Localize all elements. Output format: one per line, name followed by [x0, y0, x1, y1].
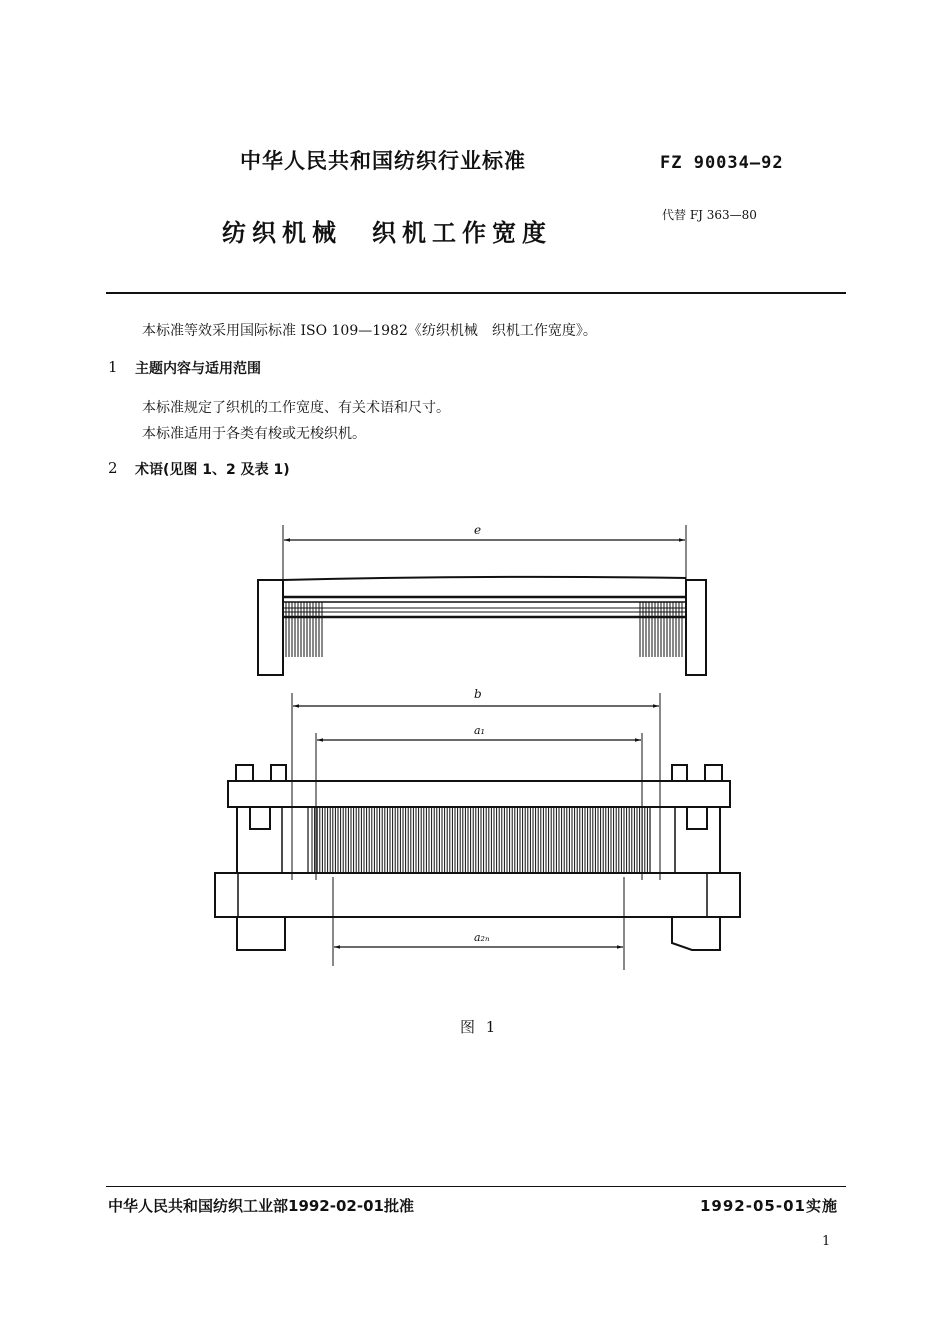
right-foot	[672, 917, 720, 950]
top-view	[258, 525, 706, 675]
section-2-title: 术语(见图 1、2 及表 1)	[135, 462, 290, 478]
warp-threads-left	[286, 602, 322, 657]
upper-right-block-a	[672, 765, 687, 781]
upper-right-block-b	[705, 765, 722, 781]
reed-dents	[312, 808, 647, 872]
effective-date: 1992-05-01实施	[700, 1197, 838, 1215]
left-slot	[250, 807, 270, 829]
upper-left-block-a	[236, 765, 253, 781]
figure-caption: 图 1	[460, 1018, 499, 1036]
intro-paragraph: 本标准等效采用国际标准 ISO 109—1982《纺织机械 织机工作宽度》。	[142, 323, 597, 339]
section-1-number: 1	[108, 358, 118, 376]
footer-divider	[106, 1186, 846, 1187]
right-side-frame	[686, 580, 706, 675]
left-side-frame	[258, 580, 283, 675]
section-1-paragraph-1: 本标准规定了织机的工作宽度、有关术语和尺寸。	[142, 400, 450, 416]
warp-threads-right	[640, 602, 682, 657]
upper-left-block-b	[271, 765, 286, 781]
right-slot	[687, 807, 707, 829]
section-1-title: 主题内容与适用范围	[135, 361, 261, 377]
dim-label-b: b	[474, 687, 482, 701]
section-1-paragraph-2: 本标准适用于各类有梭或无梭织机。	[142, 426, 366, 442]
document-title: 纺织机械 织机工作宽度	[222, 219, 552, 247]
section-2-number: 2	[108, 459, 118, 477]
sley-beam	[228, 781, 730, 807]
replaces-note: 代替 FJ 363—80	[662, 208, 757, 222]
issuer-approval: 中华人民共和国纺织工业部1992-02-01批准	[108, 1197, 414, 1215]
page-number: 1	[822, 1234, 831, 1249]
dim-label-e: e	[474, 523, 482, 537]
breast-beam	[283, 577, 686, 580]
dim-label-a2: a₂ₙ	[474, 931, 490, 944]
standard-title: 中华人民共和国纺织行业标准	[240, 149, 526, 173]
dim-label-a1: a₁	[474, 724, 485, 737]
left-foot	[237, 917, 285, 950]
standard-code: FZ 90034—92	[660, 153, 784, 173]
base-beam	[215, 873, 740, 917]
